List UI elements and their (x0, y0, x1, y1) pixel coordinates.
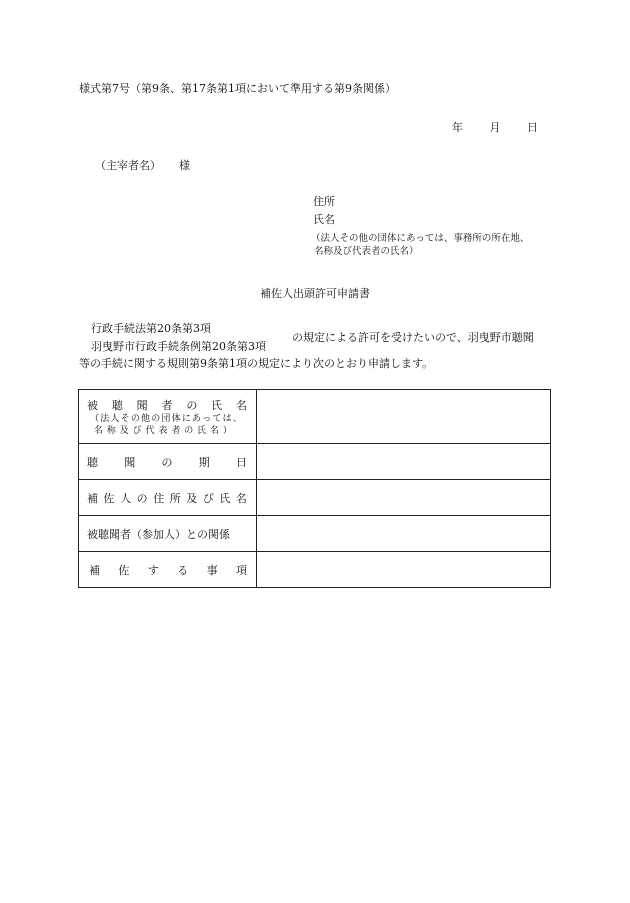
row-label-relationship (79, 516, 257, 552)
application-table (78, 389, 551, 588)
hearing-date-field[interactable] (257, 444, 551, 480)
relationship-label: 被聴聞者（参加人）との関係 (87, 527, 230, 541)
hearing-date-label: 聴 聞 の 期 日 (87, 455, 247, 469)
respondent-note-line-1: （ 法 人 そ の 他 の 団 体 に あ っ て は 、 (90, 413, 242, 424)
assist-matters-field[interactable] (257, 552, 551, 588)
respondent-name-field[interactable] (257, 390, 551, 444)
date-year: 年 (452, 121, 463, 134)
law-reference-2: 羽曳野市行政手続条例第20条第3項 (91, 340, 266, 353)
table-row (79, 480, 551, 516)
table-row (79, 390, 551, 444)
row-label-hearing-date (79, 444, 257, 480)
respondent-name-label: 被 聴 聞 者 の 氏 名 (87, 398, 247, 412)
row-label-respondent (79, 390, 257, 444)
row-label-assistant (79, 480, 257, 516)
row-label-assist-matters (79, 552, 257, 588)
document-title: 補佐人出頭許可申請書 (260, 287, 370, 300)
form-number: 様式第7号（第9条、第17条第1項において準用する第9条関係） (79, 82, 396, 95)
date-day: 日 (527, 121, 538, 134)
assistant-address-name-field[interactable] (257, 480, 551, 516)
date-line (452, 119, 538, 135)
applicant-note: （法人その他の団体にあっては、事務所の所在地、 名称及び代表者の氏名） (311, 233, 530, 257)
assistant-address-name-label: 補 佐 人 の 住 所 及 び 氏 名 (87, 491, 247, 505)
law-reference-1: 行政手続法第20条第3項 (91, 322, 211, 335)
applicant-address-label: 住所 (313, 195, 335, 208)
table-row (79, 552, 551, 588)
honorific: 様 (179, 159, 190, 172)
respondent-note (79, 413, 256, 437)
respondent-note-line-2: 名 称 及 び 代 表 者 の 氏 名 ） (94, 425, 232, 436)
addressee (95, 157, 190, 173)
relationship-field[interactable] (257, 516, 551, 552)
date-month: 月 (489, 121, 501, 134)
addressee-name: （主宰者名） (95, 159, 161, 172)
assist-matters-label: 補 佐 す る 事 項 (89, 563, 247, 577)
table-row (79, 516, 551, 552)
table-row (79, 444, 551, 480)
body-text-2: 等の手続に関する規則第9条第1項の規定により次のとおり申請します。 (79, 357, 434, 370)
applicant-name-label: 氏名 (313, 213, 335, 226)
body-text-1: の規定による許可を受けたいので、羽曳野市聴聞 (292, 331, 534, 344)
